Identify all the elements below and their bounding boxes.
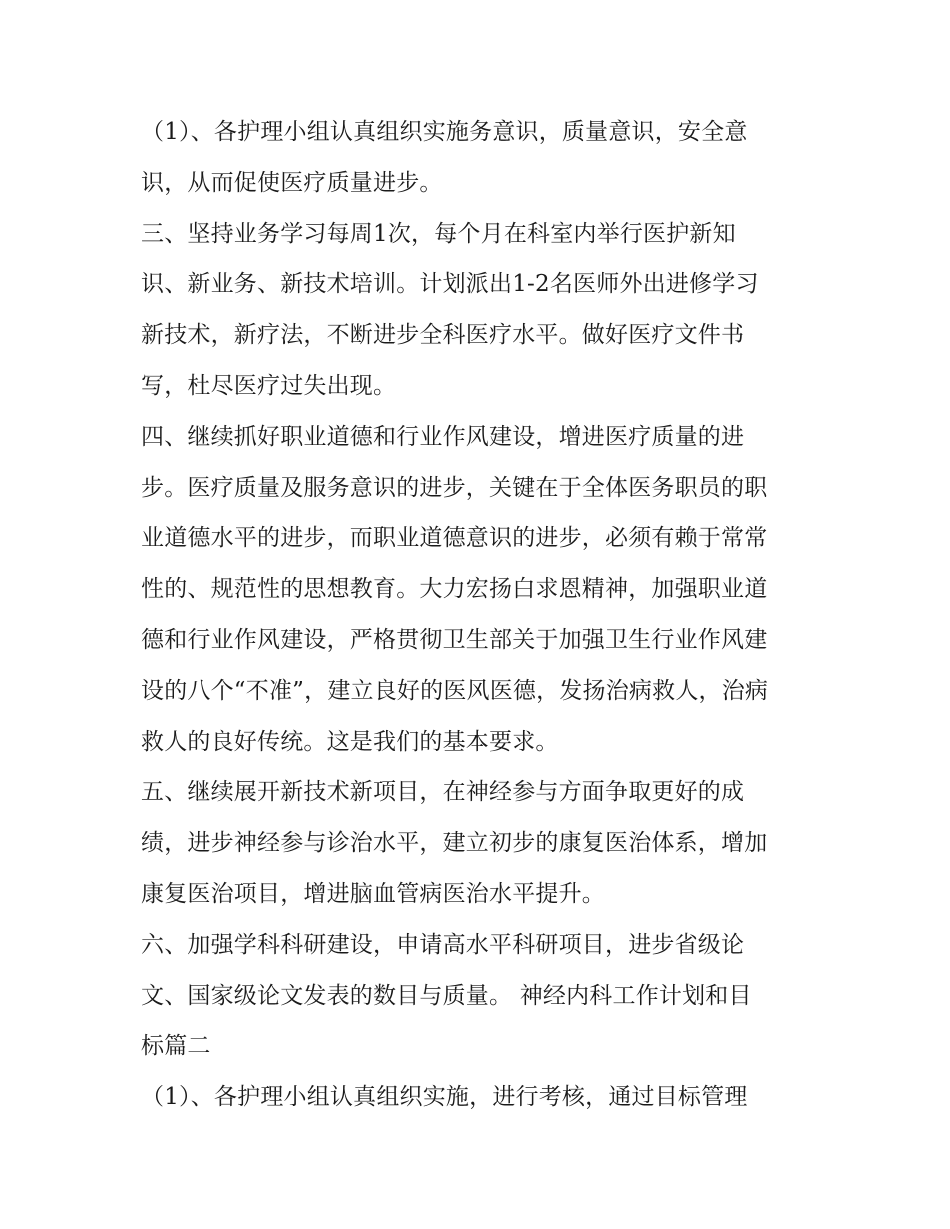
text-line: （1）、各护理小组认真组织实施务意识，质量意识，安全意 [141, 119, 748, 145]
document-body [141, 107, 821, 1123]
text-line: 六、加强学科科研建设，申请高水平科研项目，进步省级论 [141, 931, 745, 958]
text-line: 设的八个“不准”，建立良好的医风医德，发扬治病救人，治病 [141, 677, 769, 704]
text-line: 识，从而促使医疗质量进步。 [141, 169, 443, 196]
text-line: （1）、各护理小组认真组织实施，进行考核，通过目标管理 [141, 1084, 748, 1111]
text-line: 识、新业务、新技术培训。计划派出1-2名医师外出进修学习 [141, 271, 759, 298]
text-line: 写，杜尽医疗过失出现。 [141, 372, 397, 399]
text-line: 康复医治项目，增进脑血管病医治水平提升。 [141, 880, 605, 907]
text-line: 德和行业作风建设，严格贯彻卫生部关于加强卫生行业作风建 [141, 626, 768, 653]
text-line: 性的、规范性的思想教育。大力宏扬白求恩精神，加强职业道 [141, 576, 768, 603]
text-line: 五、继续展开新技术新项目，在神经参与方面争取更好的成 [141, 779, 745, 806]
text-line: 绩，进步神经参与诊治水平，建立初步的康复医治体系，增加 [141, 830, 768, 857]
text-line: 业道德水平的进步，而职业道德意识的进步，必须有赖于常常 [141, 525, 768, 552]
text-line: 新技术，新疗法，不断进步全科医疗水平。做好医疗文件书 [141, 322, 745, 349]
text-line: 文、国家级论文发表的数目与质量。 神经内科工作计划和目 [141, 982, 752, 1009]
text-line: 三、坚持业务学习每周1次，每个月在科室内举行医护新知 [141, 220, 736, 247]
text-line: 四、继续抓好职业道德和行业作风建设，增进医疗质量的进 [141, 423, 745, 450]
text-line: 标篇二 [141, 1033, 211, 1060]
text-line: 救人的良好传统。这是我们的基本要求。 [141, 728, 559, 755]
text-line: 步。医疗质量及服务意识的进步，关键在于全体医务职员的职 [141, 474, 768, 501]
